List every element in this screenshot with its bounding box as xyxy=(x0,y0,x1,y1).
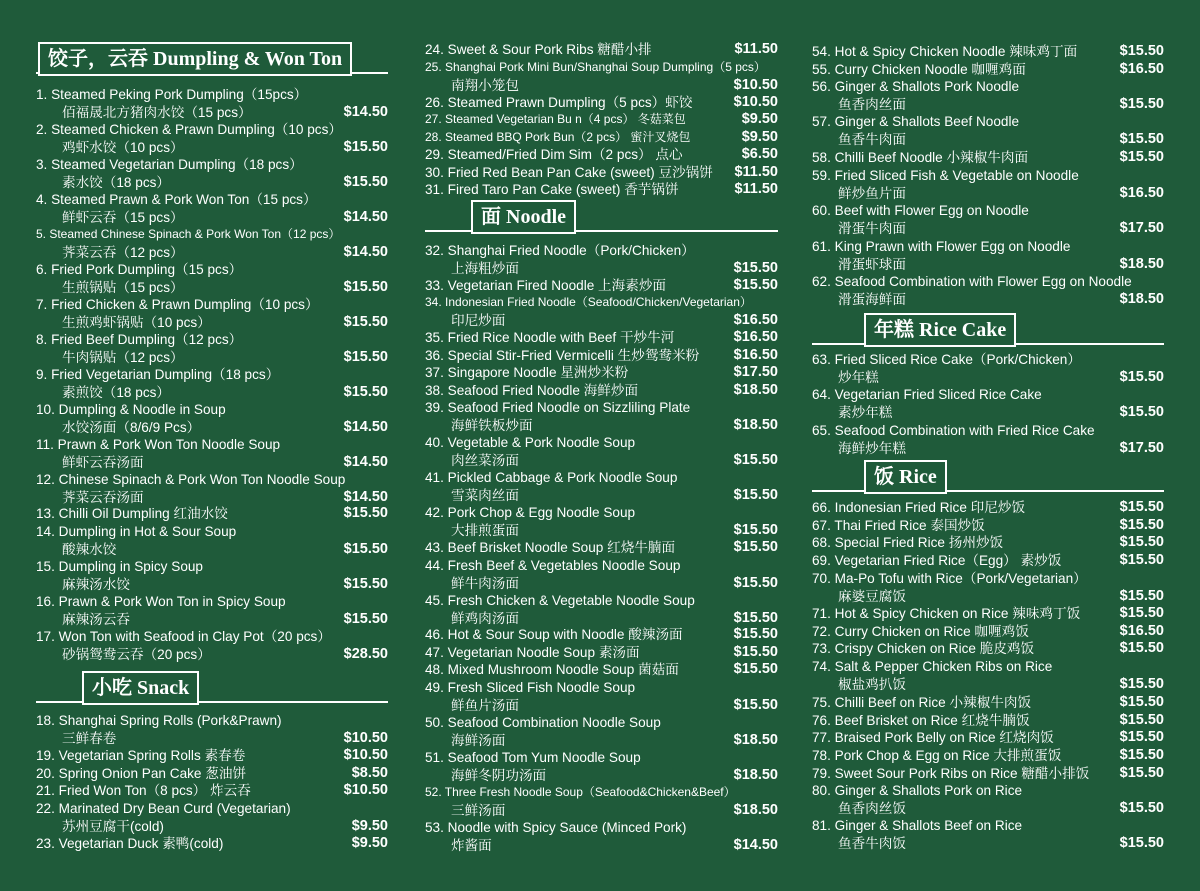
item-name: 77. Braised Pork Belly on Rice 红烧肉饭 xyxy=(812,730,1054,745)
item-name: 76. Beef Brisket on Rice 红烧牛腩饭 xyxy=(812,713,1030,728)
menu-item xyxy=(425,469,778,504)
item-chinese-name: 滑蛋虾球面 xyxy=(838,256,906,272)
item-price: $15.50 xyxy=(1119,368,1164,385)
item-chinese-name: 鲜牛肉汤面 xyxy=(451,575,519,591)
item-price: $15.50 xyxy=(1119,130,1164,147)
item-chinese-name: 生煎锅贴（15 pcs） xyxy=(62,279,184,295)
item-name: 30. Fried Red Bean Pan Cake (sweet) 豆沙锅饼 xyxy=(425,165,713,180)
item-price: $15.50 xyxy=(1119,43,1164,59)
menu-item xyxy=(36,765,388,783)
item-name: 25. Shanghai Pork Mini Bun/Shanghai Soup Dumpling（5 pcs） xyxy=(425,60,766,74)
item-chinese-name: 鸡虾水饺（10 pcs） xyxy=(62,139,184,155)
item-price: $15.50 xyxy=(343,575,388,592)
item-chinese-name: 三鲜春卷 xyxy=(62,730,117,746)
item-chinese-name: 鲜炒鱼片面 xyxy=(838,185,906,201)
item-name: 31. Fired Taro Pan Cake (sweet) 香芋锅饼 xyxy=(425,182,679,197)
item-name: 18. Shanghai Spring Rolls (Pork&Prawn) xyxy=(36,713,282,728)
menu-item xyxy=(812,782,1164,817)
item-price: $17.50 xyxy=(1119,219,1164,236)
item-name: 39. Seafood Fried Noodle on Sizzliling Plate xyxy=(425,400,691,415)
item-chinese-name: 海鲜汤面 xyxy=(451,732,506,748)
item-price: $15.50 xyxy=(1119,552,1164,568)
item-price: $10.50 xyxy=(733,76,778,93)
item-chinese-name: 鱼香牛肉饭 xyxy=(838,835,906,851)
item-price: $18.50 xyxy=(733,416,778,433)
item-price: $11.50 xyxy=(734,164,778,180)
menu-item xyxy=(425,626,778,644)
section-title: 饭 Rice xyxy=(864,460,947,494)
menu-item xyxy=(812,570,1164,605)
item-price: $14.50 xyxy=(733,836,778,853)
menu-item xyxy=(36,331,388,366)
item-name: 37. Singapore Noodle 星洲炒米粉 xyxy=(425,365,629,380)
menu-item xyxy=(812,605,1164,623)
menu-item xyxy=(812,747,1164,765)
item-price: $15.50 xyxy=(733,609,778,626)
menu-item xyxy=(36,296,388,331)
item-price: $14.50 xyxy=(343,488,388,505)
item-name: 14. Dumpling in Hot & Sour Soup xyxy=(36,524,237,539)
item-price: $15.50 xyxy=(733,644,778,660)
item-price: $15.50 xyxy=(733,451,778,468)
menu-item xyxy=(812,640,1164,658)
item-price: $16.50 xyxy=(1119,61,1164,77)
item-price: $15.50 xyxy=(1119,517,1164,533)
menu-item xyxy=(812,202,1164,237)
section-dumpling-header xyxy=(36,42,388,78)
item-price: $15.50 xyxy=(1119,149,1164,165)
item-chinese-name: 滑蛋牛肉面 xyxy=(838,220,906,236)
item-name: 8. Fried Beef Dumpling（12 pcs） xyxy=(36,332,243,347)
item-name: 54. Hot & Spicy Chicken Noodle 辣味鸡丁面 xyxy=(812,44,1078,59)
item-price: $15.50 xyxy=(1119,799,1164,816)
item-chinese-name: 上海粗炒面 xyxy=(451,260,519,276)
item-chinese-name: 荠菜云吞汤面 xyxy=(62,489,144,505)
item-name: 69. Vegetarian Fried Rice（Egg） 素炒饭 xyxy=(812,553,1062,568)
item-name: 65. Seafood Combination with Fried Rice Cake xyxy=(812,423,1095,438)
item-chinese-name: 肉丝菜汤面 xyxy=(451,452,519,468)
item-price: $11.50 xyxy=(734,181,778,197)
item-chinese-name: 鲜鱼片汤面 xyxy=(451,697,519,713)
menu-item xyxy=(425,242,778,277)
section-snack-header xyxy=(36,671,388,707)
menu-item xyxy=(812,658,1164,693)
item-price: $18.50 xyxy=(1119,255,1164,272)
menu-item xyxy=(36,191,388,226)
item-name: 28. Steamed BBQ Pork Bun（2 pcs） 蜜汁叉烧包 xyxy=(425,130,691,144)
menu-item xyxy=(425,644,778,662)
item-chinese-name: 砂锅鸳鸯云吞（20 pcs） xyxy=(62,646,211,662)
item-price: $15.50 xyxy=(1119,534,1164,550)
item-name: 49. Fresh Sliced Fish Noodle Soup xyxy=(425,680,636,695)
menu-item xyxy=(812,817,1164,852)
menu-item xyxy=(36,782,388,800)
item-chinese-name: 佰福晟北方猪肉水饺（15 pcs） xyxy=(62,104,252,120)
menu-item xyxy=(36,366,388,401)
menu-item xyxy=(425,181,778,199)
item-price: $17.50 xyxy=(1119,439,1164,456)
item-name: 13. Chilli Oil Dumpling 红油水饺 xyxy=(36,506,228,521)
item-chinese-name: 麻婆豆腐饭 xyxy=(838,588,906,604)
item-price: $6.50 xyxy=(741,146,778,162)
item-price: $8.50 xyxy=(351,765,388,781)
item-name: 22. Marinated Dry Bean Curd (Vegetarian) xyxy=(36,801,291,816)
item-price: $14.50 xyxy=(343,243,388,260)
item-price: $15.50 xyxy=(1119,605,1164,621)
item-name: 1. Steamed Peking Pork Dumpling（15pcs） xyxy=(36,87,308,102)
menu-item xyxy=(36,558,388,593)
section-title: 小吃 Snack xyxy=(82,671,199,705)
menu-item xyxy=(812,351,1164,386)
item-name: 72. Curry Chicken on Rice 咖喱鸡饭 xyxy=(812,624,1029,639)
item-name: 6. Fried Pork Dumpling（15 pcs） xyxy=(36,262,243,277)
item-name: 56. Ginger & Shallots Pork Noodle xyxy=(812,79,1020,94)
item-name: 5. Steamed Chinese Spinach & Pork Won Ton（12 pcs） xyxy=(36,227,341,241)
item-chinese-name: 鱼香肉丝饭 xyxy=(838,800,906,816)
item-name: 24. Sweet & Sour Pork Ribs 糖醋小排 xyxy=(425,42,652,57)
item-name: 7. Fried Chicken & Prawn Dumpling（10 pcs） xyxy=(36,297,319,312)
item-price: $15.50 xyxy=(733,259,778,276)
item-name: 19. Vegetarian Spring Rolls 素春卷 xyxy=(36,748,246,763)
item-name: 11. Prawn & Pork Won Ton Noodle Soup xyxy=(36,437,281,452)
item-price: $15.50 xyxy=(343,505,388,521)
item-price: $18.50 xyxy=(733,766,778,783)
item-name: 68. Special Fried Rice 扬州炒饭 xyxy=(812,535,1004,550)
item-name: 16. Prawn & Pork Won Ton in Spicy Soup xyxy=(36,594,286,609)
item-price: $28.50 xyxy=(343,645,388,662)
menu-item xyxy=(425,382,778,400)
item-price: $9.50 xyxy=(351,835,388,851)
menu-item xyxy=(36,436,388,471)
menu-item xyxy=(812,623,1164,641)
menu-item xyxy=(812,149,1164,167)
item-name: 40. Vegetable & Pork Noodle Soup xyxy=(425,435,636,450)
item-price: $14.50 xyxy=(343,453,388,470)
menu-item xyxy=(425,94,778,112)
item-price: $18.50 xyxy=(733,731,778,748)
item-price: $15.50 xyxy=(1119,587,1164,604)
menu-item xyxy=(425,364,778,382)
menu-item xyxy=(812,552,1164,570)
item-name: 64. Vegetarian Fried Sliced Rice Cake xyxy=(812,387,1042,402)
item-name: 50. Seafood Combination Noodle Soup xyxy=(425,715,661,730)
item-price: $15.50 xyxy=(1119,747,1164,763)
item-price: $15.50 xyxy=(1119,675,1164,692)
menu-item xyxy=(812,61,1164,79)
item-chinese-name: 鲜鸡肉汤面 xyxy=(451,610,519,626)
item-name: 67. Thai Fried Rice 泰国炒饭 xyxy=(812,518,985,533)
menu-item xyxy=(36,835,388,853)
item-name: 75. Chilli Beef on Rice 小辣椒牛肉饭 xyxy=(812,695,1032,710)
item-price: $15.50 xyxy=(343,173,388,190)
item-price: $15.50 xyxy=(1119,640,1164,656)
item-chinese-name: 素炒年糕 xyxy=(838,404,893,420)
item-price: $16.50 xyxy=(733,329,778,345)
item-price: $15.50 xyxy=(1119,499,1164,515)
item-price: $15.50 xyxy=(733,661,778,677)
menu-item xyxy=(812,238,1164,273)
item-chinese-name: 鲜虾云吞汤面 xyxy=(62,454,144,470)
item-name: 15. Dumpling in Spicy Soup xyxy=(36,559,203,574)
menu-item xyxy=(36,628,388,663)
item-price: $15.50 xyxy=(343,138,388,155)
item-name: 48. Mixed Mushroom Noodle Soup 菌菇面 xyxy=(425,662,679,677)
item-price: $15.50 xyxy=(733,486,778,503)
item-chinese-name: 素水饺（18 pcs） xyxy=(62,174,171,190)
menu-item xyxy=(812,517,1164,535)
item-price: $15.50 xyxy=(343,313,388,330)
menu-item xyxy=(36,261,388,296)
item-name: 73. Crispy Chicken on Rice 脆皮鸡饭 xyxy=(812,641,1035,656)
menu-item xyxy=(812,273,1164,308)
item-name: 53. Noodle with Spicy Sauce (Minced Pork) xyxy=(425,820,687,835)
menu-item xyxy=(425,434,778,469)
item-chinese-name: 生煎鸡虾锅贴（10 pcs） xyxy=(62,314,211,330)
item-price: $10.50 xyxy=(343,747,388,763)
item-name: 55. Curry Chicken Noodle 咖喱鸡面 xyxy=(812,62,1026,77)
menu-item xyxy=(36,747,388,765)
menu-item xyxy=(425,749,778,784)
item-price: $10.50 xyxy=(733,94,778,110)
item-name: 51. Seafood Tom Yum Noodle Soup xyxy=(425,750,641,765)
item-price: $15.50 xyxy=(733,574,778,591)
item-price: $11.50 xyxy=(734,41,778,57)
menu-item xyxy=(425,819,778,854)
item-name: 36. Special Stir-Fried Vermicelli 生炒鸳鸯米粉 xyxy=(425,348,700,363)
item-name: 81. Ginger & Shallots Beef on Rice xyxy=(812,818,1023,833)
item-name: 20. Spring Onion Pan Cake 葱油饼 xyxy=(36,766,247,781)
item-name: 29. Steamed/Fried Dim Sim（2 pcs） 点心 xyxy=(425,147,683,162)
item-price: $15.50 xyxy=(733,696,778,713)
menu-item xyxy=(36,712,388,747)
item-chinese-name: 麻辣汤云吞 xyxy=(62,611,130,627)
menu-item xyxy=(425,557,778,592)
item-chinese-name: 炒年糕 xyxy=(838,369,879,385)
item-price: $15.50 xyxy=(343,540,388,557)
item-chinese-name: 水饺汤面（8/6/9 Pcs） xyxy=(62,419,201,435)
menu-item xyxy=(812,499,1164,517)
item-price: $16.50 xyxy=(1119,184,1164,201)
item-name: 34. Indonesian Fried Noodle（Seafood/Chicken/Vegetarian） xyxy=(425,295,752,309)
item-price: $15.50 xyxy=(1119,765,1164,781)
item-price: $15.50 xyxy=(343,278,388,295)
item-chinese-name: 三鲜汤面 xyxy=(451,802,506,818)
item-name: 57. Ginger & Shallots Beef Noodle xyxy=(812,114,1020,129)
item-name: 41. Pickled Cabbage & Pork Noodle Soup xyxy=(425,470,678,485)
item-chinese-name: 椒盐鸡扒饭 xyxy=(838,676,906,692)
section-rice-header xyxy=(812,460,1164,496)
menu-item xyxy=(425,59,778,94)
item-price: $17.50 xyxy=(733,364,778,380)
menu-item xyxy=(425,41,778,59)
item-name: 35. Fried Rice Noodle with Beef 干炒牛河 xyxy=(425,330,675,345)
menu-item xyxy=(425,294,778,329)
item-name: 21. Fried Won Ton（8 pcs） 炸云吞 xyxy=(36,783,251,798)
menu-item xyxy=(36,401,388,436)
menu-item xyxy=(812,712,1164,730)
item-price: $10.50 xyxy=(343,782,388,798)
item-price: $10.50 xyxy=(343,729,388,746)
menu-item xyxy=(812,694,1164,712)
item-chinese-name: 素煎饺（18 pcs） xyxy=(62,384,171,400)
item-price: $18.50 xyxy=(1119,290,1164,307)
item-name: 78. Pork Chop & Egg on Rice 大排煎蛋饭 xyxy=(812,748,1062,763)
item-name: 44. Fresh Beef & Vegetables Noodle Soup xyxy=(425,558,681,573)
menu-item xyxy=(812,386,1164,421)
menu-item xyxy=(425,129,778,147)
item-price: $16.50 xyxy=(733,347,778,363)
menu-item xyxy=(425,329,778,347)
menu-item xyxy=(425,592,778,627)
menu-item xyxy=(36,505,388,523)
item-name: 4. Steamed Prawn & Pork Won Ton（15 pcs） xyxy=(36,192,317,207)
item-chinese-name: 鱼香肉丝面 xyxy=(838,96,906,112)
item-name: 42. Pork Chop & Egg Noodle Soup xyxy=(425,505,636,520)
item-name: 66. Indonesian Fried Rice 印尼炒饭 xyxy=(812,500,1026,515)
item-name: 62. Seafood Combination with Flower Egg on Noodle xyxy=(812,274,1132,289)
item-chinese-name: 麻辣汤水饺 xyxy=(62,576,130,592)
menu-item xyxy=(425,679,778,714)
item-price: $15.50 xyxy=(733,626,778,642)
menu-item xyxy=(812,765,1164,783)
item-price: $14.50 xyxy=(343,418,388,435)
item-name: 32. Shanghai Fried Noodle（Pork/Chicken） xyxy=(425,243,695,258)
menu-item xyxy=(812,113,1164,148)
item-price: $15.50 xyxy=(1119,712,1164,728)
item-chinese-name: 海鲜炒年糕 xyxy=(838,440,906,456)
section-ricecake-header xyxy=(812,313,1164,349)
item-name: 38. Seafood Fried Noodle 海鲜炒面 xyxy=(425,383,639,398)
menu-item xyxy=(812,534,1164,552)
item-name: 70. Ma-Po Tofu with Rice（Pork/Vegetarian） xyxy=(812,571,1087,586)
item-price: $15.50 xyxy=(1119,694,1164,710)
item-price: $18.50 xyxy=(733,382,778,398)
section-noodle-header xyxy=(425,200,778,236)
item-price: $16.50 xyxy=(1119,623,1164,639)
item-name: 61. King Prawn with Flower Egg on Noodle xyxy=(812,239,1071,254)
item-name: 60. Beef with Flower Egg on Noodle xyxy=(812,203,1029,218)
menu-item xyxy=(425,399,778,434)
item-chinese-name: 南翔小笼包 xyxy=(451,77,519,93)
item-chinese-name: 大排煎蛋面 xyxy=(451,522,519,538)
menu-item xyxy=(812,422,1164,457)
item-name: 23. Vegetarian Duck 素鸭(cold) xyxy=(36,836,224,851)
item-name: 43. Beef Brisket Noodle Soup 红烧牛腩面 xyxy=(425,540,676,555)
item-chinese-name: 酸辣水饺 xyxy=(62,541,117,557)
item-name: 45. Fresh Chicken & Vegetable Noodle Soup xyxy=(425,593,695,608)
menu-item xyxy=(425,277,778,295)
menu-item xyxy=(812,78,1164,113)
item-chinese-name: 苏州豆腐干(cold) xyxy=(62,818,164,834)
item-price: $18.50 xyxy=(733,801,778,818)
menu-item xyxy=(425,714,778,749)
menu-item xyxy=(812,43,1164,61)
item-price: $15.50 xyxy=(1119,834,1164,851)
item-name: 12. Chinese Spinach & Pork Won Ton Noodle Soup xyxy=(36,472,346,487)
item-price: $9.50 xyxy=(351,817,388,834)
menu-item xyxy=(425,347,778,365)
item-chinese-name: 荠菜云吞（12 pcs） xyxy=(62,244,184,260)
item-price: $16.50 xyxy=(733,311,778,328)
item-name: 52. Three Fresh Noodle Soup（Seafood&Chicken&Beef） xyxy=(425,785,736,799)
item-price: $14.50 xyxy=(343,208,388,225)
item-name: 74. Salt & Pepper Chicken Ribs on Rice xyxy=(812,659,1053,674)
menu-item xyxy=(36,226,388,261)
menu-item xyxy=(36,800,388,835)
menu-item xyxy=(36,523,388,558)
item-name: 59. Fried Sliced Fish & Vegetable on Noodle xyxy=(812,168,1079,183)
item-price: $15.50 xyxy=(1119,729,1164,745)
menu-item xyxy=(425,504,778,539)
item-chinese-name: 海鲜铁板炒面 xyxy=(451,417,533,433)
item-chinese-name: 印尼炒面 xyxy=(451,312,506,328)
item-name: 2. Steamed Chicken & Prawn Dumpling（10 pcs） xyxy=(36,122,342,137)
menu-item xyxy=(36,471,388,506)
menu-item xyxy=(425,661,778,679)
item-price: $9.50 xyxy=(741,129,778,145)
item-name: 33. Vegetarian Fired Noodle 上海素炒面 xyxy=(425,278,667,293)
menu-item xyxy=(36,86,388,121)
item-name: 9. Fried Vegetarian Dumpling（18 pcs） xyxy=(36,367,280,382)
item-price: $15.50 xyxy=(343,383,388,400)
item-price: $15.50 xyxy=(343,348,388,365)
item-price: $15.50 xyxy=(1119,95,1164,112)
item-price: $15.50 xyxy=(1119,403,1164,420)
item-name: 58. Chilli Beef Noodle 小辣椒牛肉面 xyxy=(812,150,1029,165)
item-name: 3. Steamed Vegetarian Dumpling（18 pcs） xyxy=(36,157,303,172)
menu-item xyxy=(425,539,778,557)
item-price: $15.50 xyxy=(733,521,778,538)
item-chinese-name: 雪菜肉丝面 xyxy=(451,487,519,503)
menu-item xyxy=(425,146,778,164)
item-price: $15.50 xyxy=(343,610,388,627)
item-name: 80. Ginger & Shallots Pork on Rice xyxy=(812,783,1023,798)
item-name: 71. Hot & Spicy Chicken on Rice 辣味鸡丁饭 xyxy=(812,606,1081,621)
menu-item xyxy=(36,593,388,628)
item-chinese-name: 鲜虾云吞（15 pcs） xyxy=(62,209,184,225)
menu-item xyxy=(36,156,388,191)
item-price: $14.50 xyxy=(343,103,388,120)
item-name: 46. Hot & Sour Soup with Noodle 酸辣汤面 xyxy=(425,627,683,642)
item-name: 79. Sweet Sour Pork Ribs on Rice 糖醋小排饭 xyxy=(812,766,1090,781)
menu-item xyxy=(425,784,778,819)
item-chinese-name: 炸酱面 xyxy=(451,837,492,853)
menu-item xyxy=(812,729,1164,747)
item-chinese-name: 滑蛋海鲜面 xyxy=(838,291,906,307)
item-price: $15.50 xyxy=(733,277,778,293)
item-chinese-name: 牛肉锅贴（12 pcs） xyxy=(62,349,184,365)
item-chinese-name: 鱼香牛肉面 xyxy=(838,131,906,147)
section-title: 饺子，云吞 Dumpling & Won Ton xyxy=(38,42,352,76)
item-price: $9.50 xyxy=(741,111,778,127)
item-name: 27. Steamed Vegetarian Bu n（4 pcs） 冬菇菜包 xyxy=(425,112,686,126)
menu-item xyxy=(36,121,388,156)
menu-item xyxy=(425,164,778,182)
item-chinese-name: 海鲜冬阴功汤面 xyxy=(451,767,547,783)
item-name: 10. Dumpling & Noodle in Soup xyxy=(36,402,226,417)
item-name: 63. Fried Sliced Rice Cake（Pork/Chicken） xyxy=(812,352,1081,367)
menu-item xyxy=(425,111,778,129)
menu-item xyxy=(812,167,1164,202)
section-title: 面 Noodle xyxy=(471,200,576,234)
item-name: 47. Vegetarian Noodle Soup 素汤面 xyxy=(425,645,640,660)
item-price: $15.50 xyxy=(733,539,778,555)
section-title: 年糕 Rice Cake xyxy=(864,313,1016,347)
item-name: 17. Won Ton with Seafood in Clay Pot（20 pcs） xyxy=(36,629,331,644)
item-name: 26. Steamed Prawn Dumpling（5 pcs）虾饺 xyxy=(425,95,693,110)
